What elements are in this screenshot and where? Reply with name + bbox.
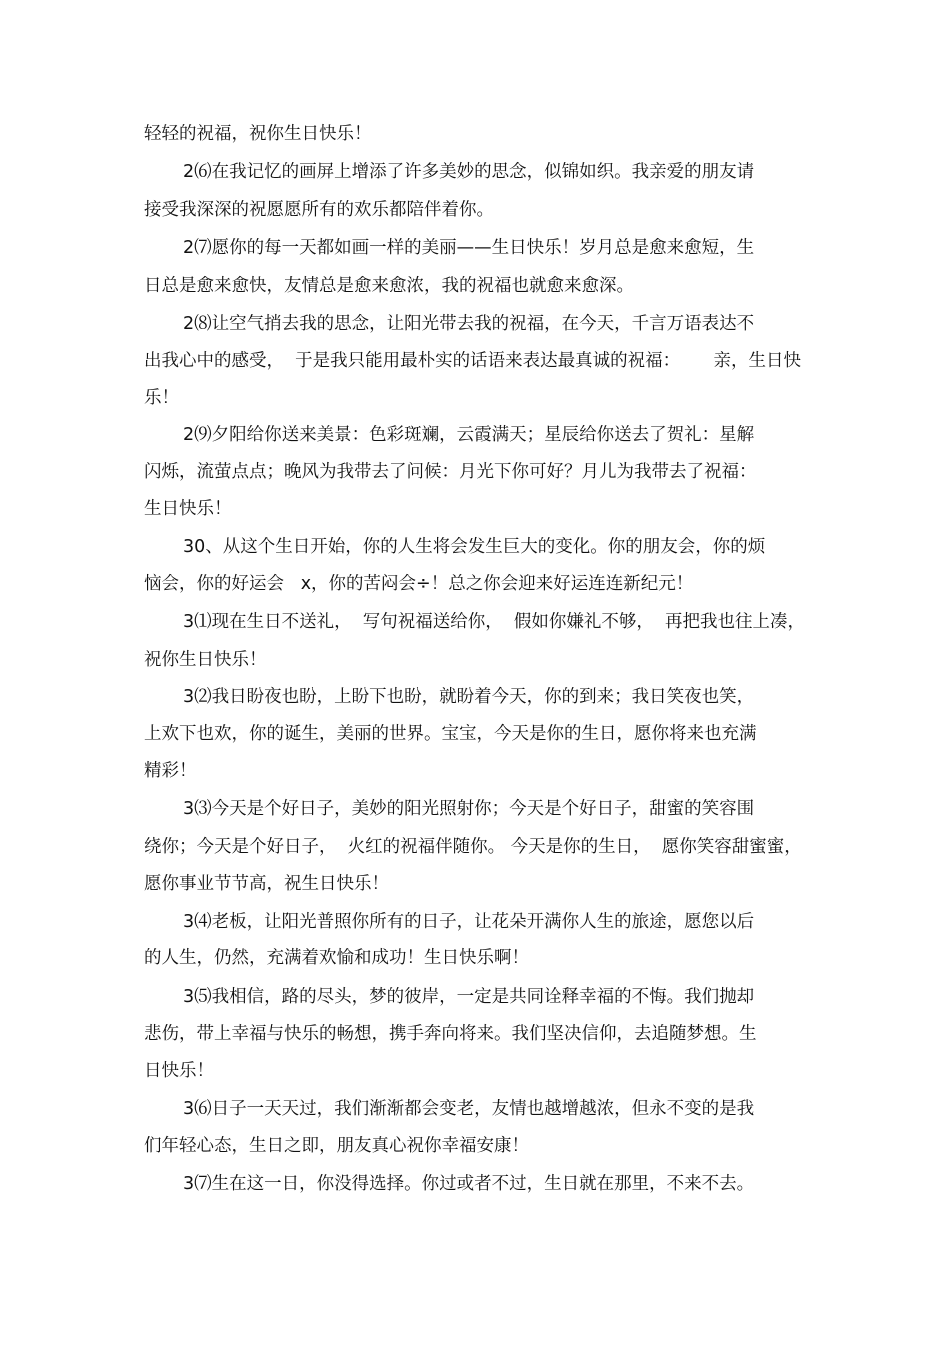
text-line: 3⑶今天是个好日子，美妙的阳光照射你；今天是个好日子，甜蜜的笑容围 bbox=[183, 799, 755, 819]
text-line: 接受我深深的祝愿愿所有的欢乐都陪伴着你。 bbox=[144, 200, 494, 220]
text-line: 2⑺愿你的每一天都如画一样的美丽——生日快乐！岁月总是愈来愈短，生 bbox=[183, 238, 755, 258]
text-line: 2⑼夕阳给你送来美景：色彩斑斓，云霞满天；星辰给你送去了贺礼：星解 bbox=[183, 425, 755, 445]
text-line: 精彩！ bbox=[144, 761, 197, 781]
text-line: 轻轻的祝福，祝你生日快乐！ bbox=[144, 124, 372, 144]
text-line: 3⑸我相信，路的尽头，梦的彼岸，一定是共同诠释幸福的不悔。我们抛却 bbox=[183, 987, 755, 1007]
text-line: 3⑴现在生日不送礼， 写句祝福送给你， 假如你嫌礼不够， 再把我也往上凑， bbox=[183, 612, 806, 632]
text-line: 日总是愈来愈快，友情总是愈来愈浓，我的祝福也就愈来愈深。 bbox=[144, 276, 634, 296]
text-line: 恼会，你的好运会 x，你的苦闷会÷！总之你会迎来好运连连新纪元！ bbox=[144, 574, 694, 594]
text-line: 3⑹日子一天天过，我们渐渐都会变老，友情也越增越浓，但永不变的是我 bbox=[183, 1099, 755, 1119]
text-line: 悲伤，带上幸福与快乐的畅想，携手奔向将来。我们坚决信仰，去追随梦想。生 bbox=[144, 1024, 757, 1044]
text-line: 愿你事业节节高，祝生日快乐！ bbox=[144, 874, 389, 894]
text-line: 上欢下也欢，你的诞生，美丽的世界。宝宝，今天是你的生日，愿你将来也充满 bbox=[144, 724, 757, 744]
text-line: 2⑹在我记忆的画屏上增添了许多美妙的思念，似锦如织。我亲爱的朋友请 bbox=[183, 162, 755, 182]
text-line: 的人生，仍然，充满着欢愉和成功！生日快乐啊！ bbox=[144, 948, 529, 968]
text-line: 30、从这个生日开始，你的人生将会发生巨大的变化。你的朋友会，你的烦 bbox=[183, 537, 766, 557]
text-line: 3⑵我日盼夜也盼，上盼下也盼，就盼着今天，你的到来；我日笑夜也笑， bbox=[183, 687, 755, 707]
text-line: 祝你生日快乐！ bbox=[144, 650, 267, 670]
text-line: 出我心中的感受， 于是我只能用最朴实的话语来表达最真诚的祝福： 亲，生日快 bbox=[144, 351, 801, 371]
text-line: 3⑺生在这一日，你没得选择。你过或者不过，生日就在那里，不来不去。 bbox=[183, 1174, 755, 1194]
text-line: 2⑻让空气捎去我的思念，让阳光带去我的祝福，在今天，千言万语表达不 bbox=[183, 314, 755, 334]
text-line: 们年轻心态，生日之即，朋友真心祝你幸福安康！ bbox=[144, 1136, 529, 1156]
text-line: 闪烁，流萤点点；晚风为我带去了问候：月光下你可好？月儿为我带去了祝福： bbox=[144, 462, 757, 482]
text-line: 绕你；今天是个好日子， 火红的祝福伴随你。 今天是你的生日， 愿你笑容甜蜜蜜， bbox=[144, 837, 802, 857]
text-line: 乐！ bbox=[144, 388, 179, 408]
text-line: 日快乐！ bbox=[144, 1061, 214, 1081]
text-line: 生日快乐！ bbox=[144, 499, 232, 519]
text-line: 3⑷老板，让阳光普照你所有的日子，让花朵开满你人生的旅途，愿您以后 bbox=[183, 912, 755, 932]
